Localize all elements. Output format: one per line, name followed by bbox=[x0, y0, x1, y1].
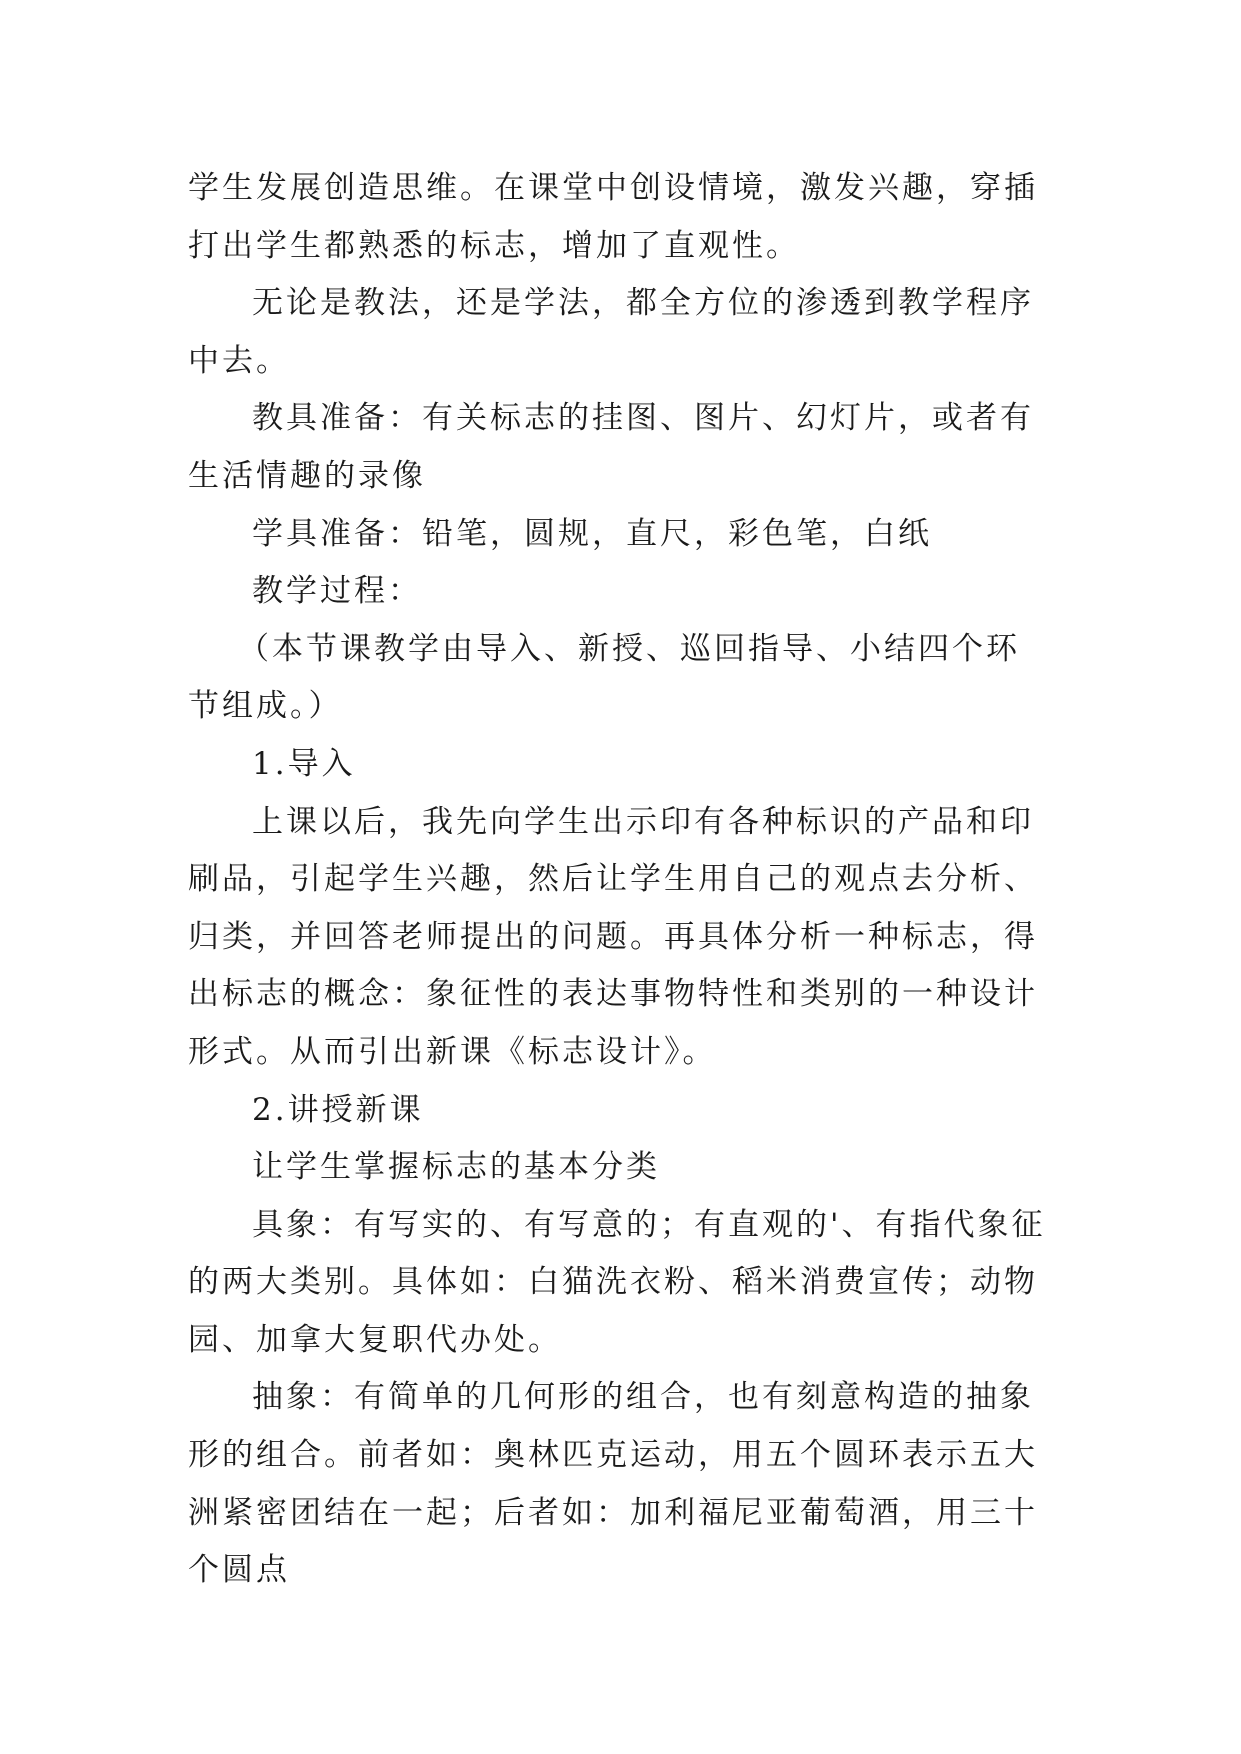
paragraph-student-tools: 学具准备：铅笔，圆规，直尺，彩色笔，白纸 bbox=[252, 515, 932, 552]
paragraph-abstract: 抽象：有简单的几何形的组合，也有刻意构造的抽象形的组合。前者如：奥林匹克运动，用五个圆环表示五大洲紧密团结在一起；后者如：加利福尼亚葡萄酒，用三十个圆点 bbox=[188, 1379, 1038, 1589]
paragraph-concrete: 具象：有写实的、有写意的；有直观的'、有指代象征的两大类别。具体如：白猫洗衣粉、稻米消费宣传；动物园、加拿大复职代办处。 bbox=[188, 1206, 1046, 1358]
paragraph-process-note: （本节课教学由导入、新授、巡回指导、小结四个环节组成。） bbox=[188, 630, 1020, 725]
paragraph-process-heading: 教学过程： bbox=[252, 573, 422, 610]
section-heading-new-lesson: 2.讲授新课 bbox=[252, 1091, 424, 1128]
paragraph-classification: 让学生掌握标志的基本分类 bbox=[252, 1149, 660, 1186]
paragraph-continuation: 学生发展创造思维。在课堂中创设情境，激发兴趣，穿插打出学生都熟悉的标志，增加了直观性。 bbox=[188, 170, 1038, 264]
paragraph-intro: 上课以后，我先向学生出示印有各种标识的产品和印刷品，引起学生兴趣，然后让学生用自己的观点去分析、归类，并回答老师提出的问题。再具体分析一种标志，得出标志的概念：象征性的表达事物特性和类别的一种设计形式。从而引出新课《标志设计》。 bbox=[188, 803, 1038, 1070]
paragraph-methods: 无论是教法，还是学法，都全方位的渗透到教学程序中去。 bbox=[188, 285, 1034, 379]
document-body bbox=[188, 160, 1050, 1600]
paragraph-teaching-aids: 教具准备：有关标志的挂图、图片、幻灯片，或者有生活情趣的录像 bbox=[188, 400, 1034, 494]
section-heading-intro: 1.导入 bbox=[252, 745, 356, 782]
